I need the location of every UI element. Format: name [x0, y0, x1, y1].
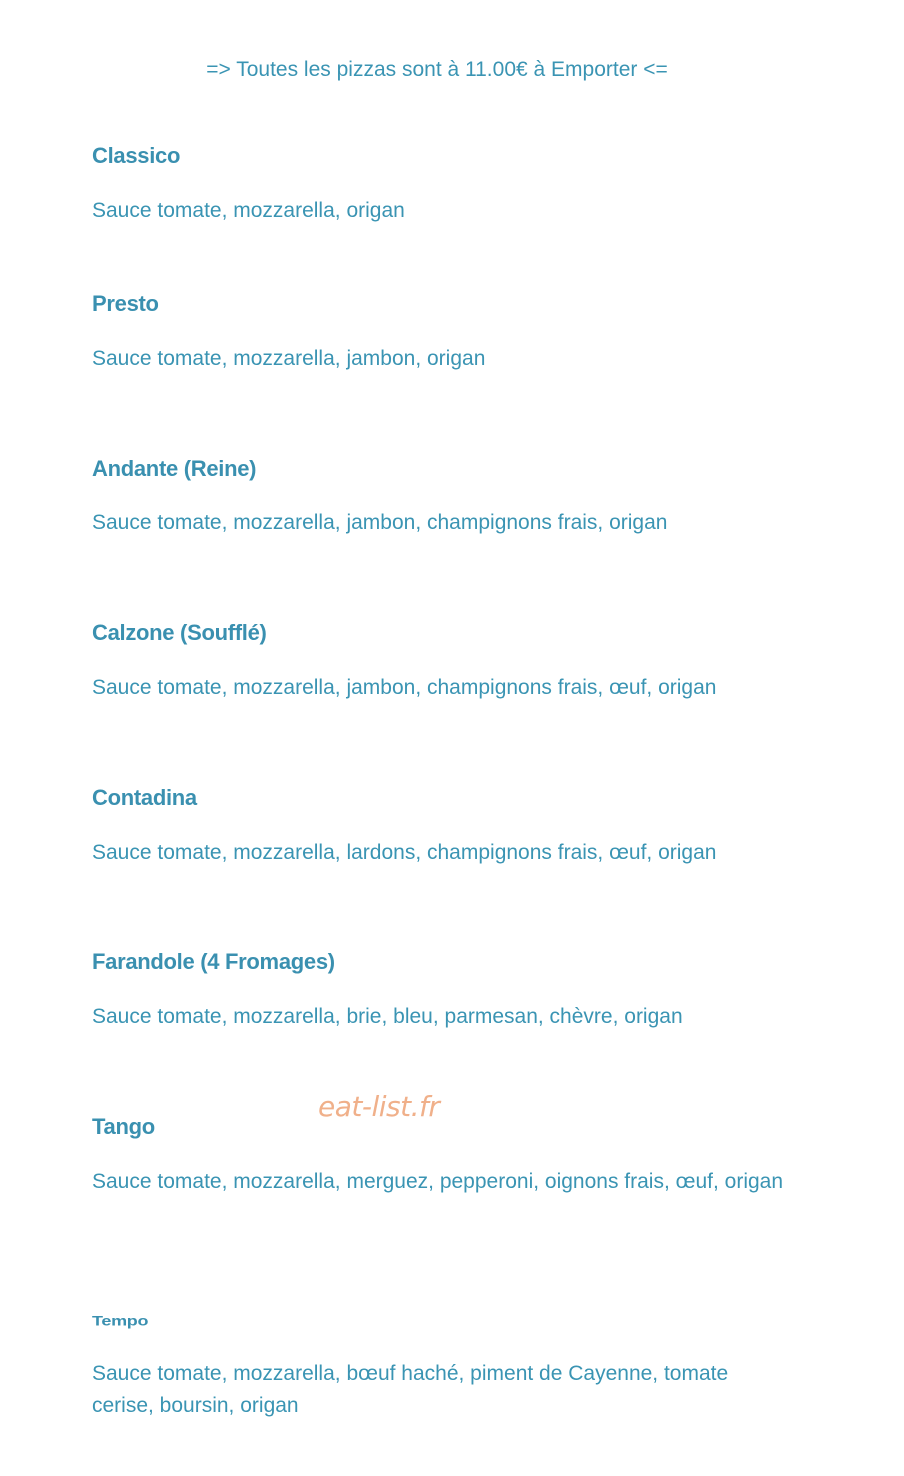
pizza-desc-classico: Sauce tomate, mozzarella, origan: [92, 199, 405, 222]
pizza-name-contadina: Contadina: [92, 785, 197, 810]
pizza-name-tempo: Tempo: [92, 1313, 149, 1329]
pizza-desc-farandole: Sauce tomate, mozzarella, brie, bleu, parmesan, chèvre, origan: [92, 1005, 683, 1028]
pizza-desc-calzone: Sauce tomate, mozzarella, jambon, champignons frais, œuf, origan: [92, 676, 717, 699]
pizza-name-calzone: Calzone (Soufflé): [92, 620, 267, 645]
price-banner: => Toutes les pizzas sont à 11.00€ à Emporter <=: [206, 58, 668, 81]
pizza-name-tango: Tango: [92, 1114, 155, 1139]
pizza-desc-tango: Sauce tomate, mozzarella, merguez, pepperoni, oignons frais, œuf, origan: [92, 1170, 784, 1193]
pizza-desc-presto: Sauce tomate, mozzarella, jambon, origan: [92, 347, 486, 370]
pizza-desc-contadina: Sauce tomate, mozzarella, lardons, champignons frais, œuf, origan: [92, 841, 717, 864]
pizza-name-presto: Presto: [92, 291, 159, 316]
pizza-name-farandole: Farandole (4 Fromages): [92, 949, 335, 974]
pizza-desc-tempo: Sauce tomate, mozzarella, bœuf haché, piment de Cayenne, tomate cerise, boursin, origan: [92, 1362, 729, 1417]
pizza-desc-andante: Sauce tomate, mozzarella, jambon, champignons frais, origan: [92, 511, 668, 534]
pizza-name-classico: Classico: [92, 143, 181, 168]
site-watermark: eat-list.fr: [318, 1090, 440, 1123]
pizza-name-andante: Andante (Reine): [92, 456, 257, 481]
